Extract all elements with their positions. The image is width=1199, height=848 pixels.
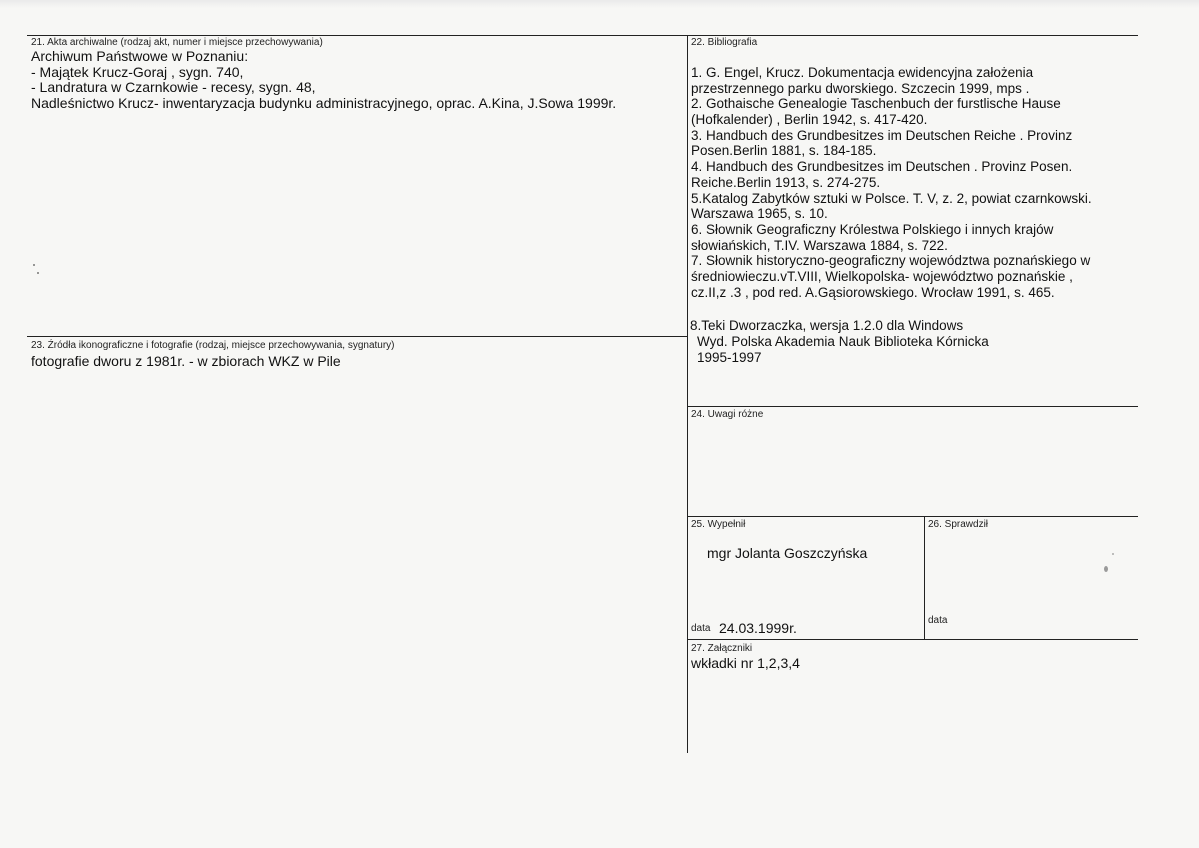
- filled-by-name: mgr Jolanta Goszczyńska: [707, 545, 868, 561]
- section-25-date-value: 24.03.1999r.: [719, 620, 797, 636]
- bibliography-line: 4. Handbuch des Grundbesitzes im Deutschen . Provinz Posen.: [691, 159, 1073, 175]
- section-23-label: 23. Źródła ikonograficzne i fotografie (rodzaj, miejsce przechowywania, sygnatury): [31, 340, 395, 351]
- section-26-date-label: data: [928, 615, 948, 626]
- section-25-label: 25. Wypełnił: [691, 519, 746, 530]
- divider-25-26: [924, 516, 925, 639]
- bibliography-line: 5.Katalog Zabytków sztuki w Polsce. T. V, z. 2, powiat czarnkowski.: [691, 190, 1092, 206]
- divider-22-24: [687, 406, 1138, 407]
- divider-24-25: [687, 516, 1138, 517]
- bibliography-line: 1. G. Engel, Krucz. Dokumentacja ewidencyjna założenia: [691, 65, 1034, 80]
- divider-25-27: [687, 639, 1138, 640]
- top-border-line: [27, 35, 1138, 36]
- bibliography-line: 6. Słownik Geograficzny Królestwa Polskiego i innych krajów: [691, 221, 1054, 237]
- scan-speck: [37, 272, 39, 274]
- bibliography-list: [691, 65, 1092, 300]
- section-21-line: - Landratura w Czarnkowie - recesy, sygn. 48,: [31, 79, 316, 95]
- bibliography-line: przestrzennego parku dworskiego. Szczecin 1999, mps .: [691, 80, 1030, 96]
- section-24-label: 24. Uwagi różne: [691, 409, 764, 420]
- scan-speck: [1112, 553, 1114, 555]
- bibliography-line: średniowieczu.vT.VIII, Wielkopolska- województwo poznańskie ,: [691, 268, 1073, 284]
- section-21-line: Archiwum Państwowe w Poznaniu:: [31, 48, 249, 64]
- bibliography-line: 7. Słownik historyczno-geograficzny województwa poznańskiego w: [691, 253, 1091, 269]
- section-21-line: - Majątek Krucz-Goraj , sygn. 740,: [31, 63, 244, 80]
- bibliography-item-8-line: 8.Teki Dworzaczka, wersja 1.2.0 dla Windows: [690, 318, 964, 333]
- bibliography-item-8: [690, 318, 989, 366]
- bibliography-line: 2. Gothaische Genealogie Taschenbuch der furstlische Hause: [691, 96, 1061, 112]
- bibliography-line: Reiche.Berlin 1913, s. 274-275.: [691, 174, 881, 190]
- section-27-label: 27. Załączniki: [691, 643, 753, 654]
- divider-21-23: [27, 336, 688, 337]
- bibliography-line: Warszawa 1965, s. 10.: [691, 206, 828, 222]
- bibliography-line: słowiańskich, T.IV. Warszawa 1884, s. 722.: [691, 237, 948, 253]
- bibliography-line: (Hofkalender) , Berlin 1942, s. 417-420.: [691, 112, 928, 128]
- bibliography-item-8-line: Wyd. Polska Akademia Nauk Biblioteka Kórnicka: [697, 334, 989, 349]
- bibliography-line: 3. Handbuch des Grundbesitzes im Deutschen Reiche . Provinz: [691, 127, 1073, 143]
- center-divider-line: [687, 35, 688, 753]
- section-23-content: fotografie dworu z 1981r. - w zbiorach WKZ w Pile: [31, 353, 341, 369]
- section-22-label: 22. Bibliografia: [691, 37, 758, 48]
- scan-speck: [33, 264, 35, 266]
- section-21-label: 21. Akta archiwalne (rodzaj akt, numer i miejsce przechowywania): [31, 37, 323, 48]
- bibliography-item-8-line: 1995-1997: [697, 350, 762, 365]
- attachments-content: wkładki nr 1,2,3,4: [691, 655, 800, 671]
- bibliography-line: Posen.Berlin 1881, s. 184-185.: [691, 143, 877, 159]
- section-25-date-label: data: [691, 623, 711, 634]
- bibliography-line: cz.II,z .3 , pod red. A.Gąsiorowskiego. Wrocław 1991, s. 465.: [691, 284, 1055, 300]
- section-26-label: 26. Sprawdził: [928, 519, 989, 530]
- scan-speck: [1104, 566, 1108, 572]
- section-21-line: Nadleśnictwo Krucz- inwentaryzacja budynku administracyjnego, oprac. A.Kina, J.Sowa 1999r.: [31, 94, 617, 111]
- section-21-content: [31, 49, 616, 111]
